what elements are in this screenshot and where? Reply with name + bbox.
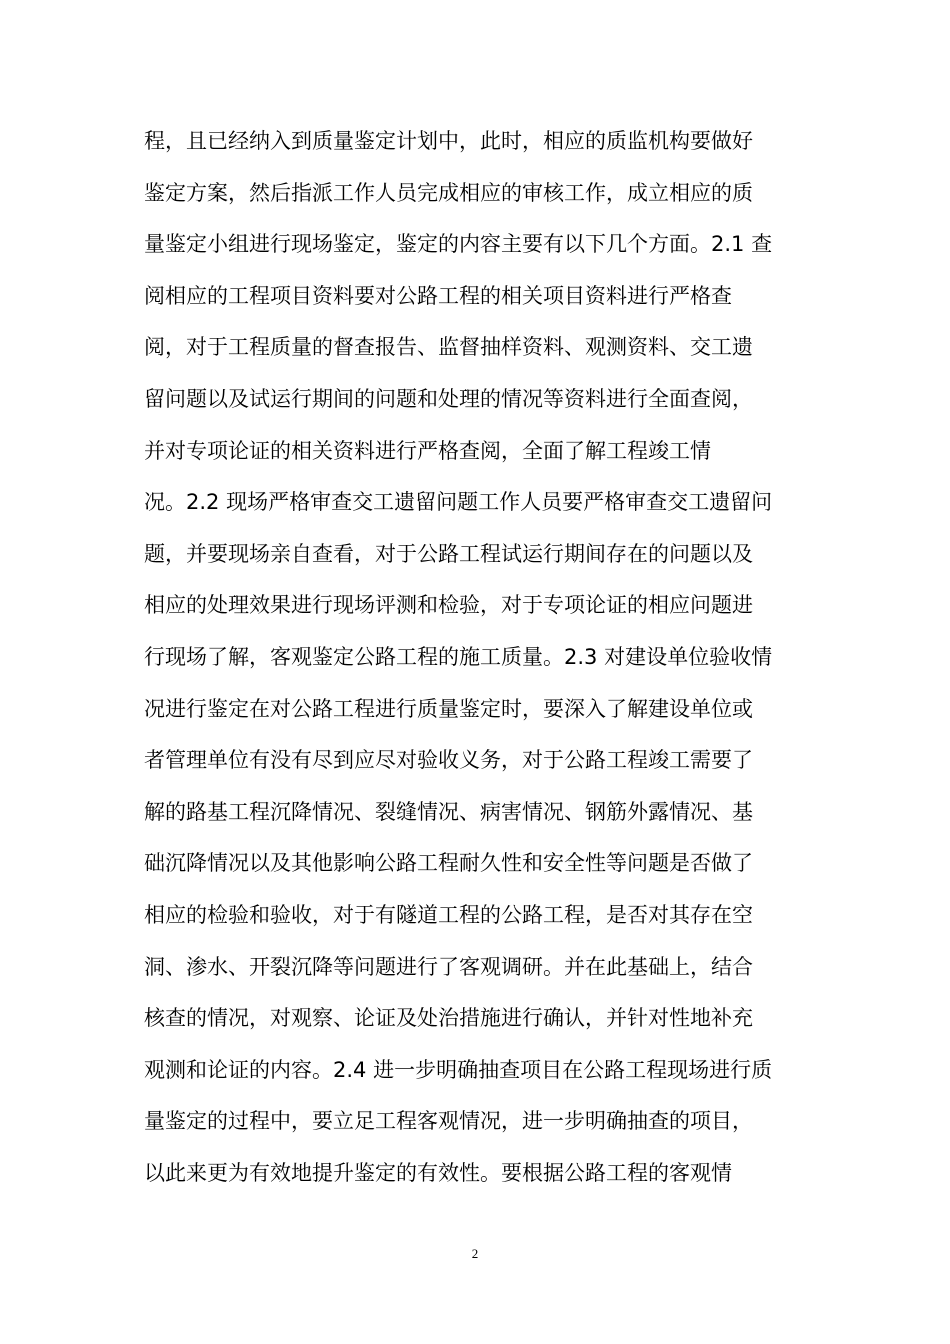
text-line: 相应的处理效果进行现场评测和检验，对于专项论证的相应问题进 [144, 593, 753, 618]
text-line: 以此来更为有效地提升鉴定的有效性。要根据公路工程的客观情 [144, 1160, 732, 1185]
page-number: 2 [471, 1246, 479, 1261]
text-line: 况。2.2 现场严格审查交工遗留问题工作人员要严格审查交工遗留问 [144, 490, 773, 515]
text-line: 核查的情况，对观察、论证及处治措施进行确认，并针对性地补充 [144, 1006, 753, 1031]
text-line: 相应的检验和验收，对于有隧道工程的公路工程，是否对其存在空 [144, 902, 753, 927]
text-line: 者管理单位有没有尽到应尽对验收义务，对于公路工程竣工需要了 [144, 748, 753, 773]
text-line: 阅相应的工程项目资料要对公路工程的相关项目资料进行严格查 [144, 283, 732, 308]
text-line: 题，并要现场亲自查看，对于公路工程试运行期间存在的问题以及 [144, 541, 753, 566]
text-line: 量鉴定小组进行现场鉴定，鉴定的内容主要有以下几个方面。2.1 查 [144, 232, 773, 257]
text-line: 行现场了解，客观鉴定公路工程的施工质量。2.3 对建设单位验收情 [144, 644, 773, 669]
text-line: 况进行鉴定在对公路工程进行质量鉴定时，要深入了解建设单位或 [144, 696, 753, 721]
text-line: 留问题以及试运行期间的问题和处理的情况等资料进行全面查阅， [144, 386, 753, 411]
text-line: 洞、渗水、开裂沉降等问题进行了客观调研。并在此基础上，结合 [144, 954, 753, 979]
text-line: 并对专项论证的相关资料进行严格查阅，全面了解工程竣工情 [144, 438, 711, 463]
text-line: 程，且已经纳入到质量鉴定计划中，此时，相应的质监机构要做好 [144, 129, 753, 153]
text-line: 解的路基工程沉降情况、裂缝情况、病害情况、钢筋外露情况、基 [144, 799, 753, 824]
body-text [144, 116, 814, 1199]
text-line: 观测和论证的内容。2.4 进一步明确抽查项目在公路工程现场进行质 [144, 1057, 773, 1082]
text-line: 量鉴定的过程中，要立足工程客观情况，进一步明确抽查的项目， [144, 1109, 753, 1134]
text-line: 础沉降情况以及其他影响公路工程耐久性和安全性等问题是否做了 [144, 851, 753, 876]
text-line: 阅，对于工程质量的督查报告、监督抽样资料、观测资料、交工遗 [144, 335, 753, 360]
text-line: 鉴定方案，然后指派工作人员完成相应的审核工作，成立相应的质 [144, 180, 753, 205]
